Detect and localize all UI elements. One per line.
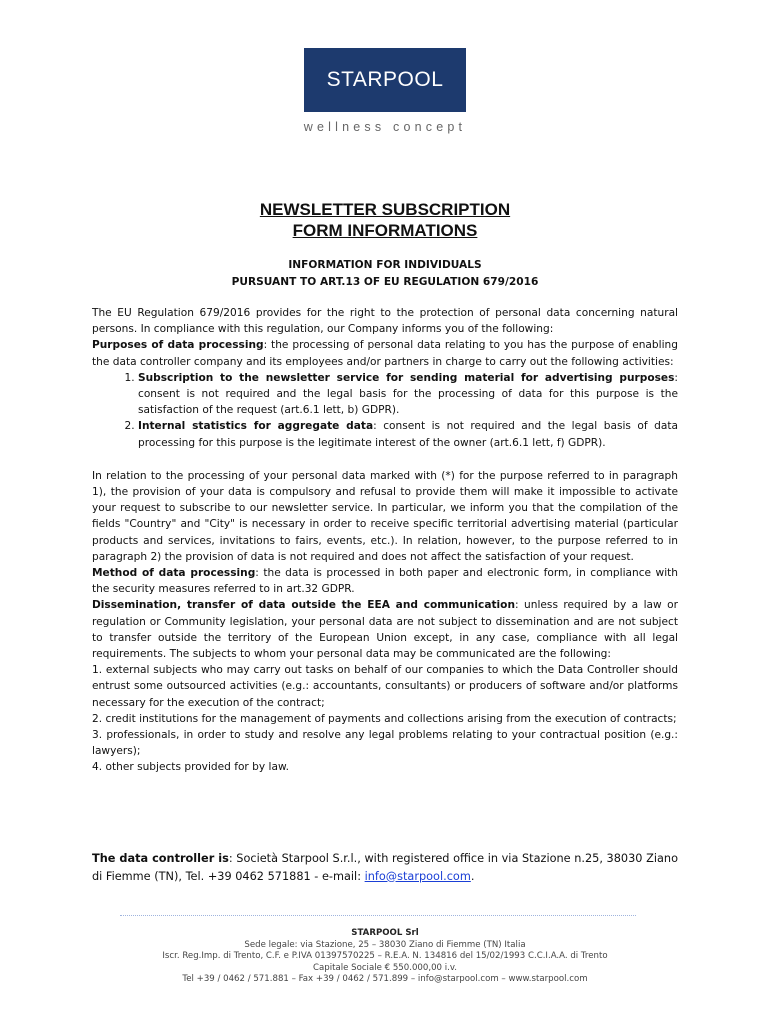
purpose-item-2-text: : consent is not required and the legal basis of data processing for this purpose is the legitimate interest of the owner (art.6.1 lett, f) GDPR).	[138, 420, 679, 449]
footer-line-3: Capitale Sociale € 550.000,00 i.v.	[312, 962, 458, 973]
controller-email-link[interactable]: info@starpool.com	[364, 869, 471, 883]
purposes-list	[92, 370, 678, 451]
document-body	[92, 305, 678, 776]
purposes-label: Purposes of data processing	[92, 339, 264, 352]
dissemination-text: : unless required by a law or regulation or Community legislation, your personal data are not subject to dissemination and are not subject to transfer outside the territory of the European Union except, in any case, compliance with all legal requirements. The subjects to whom your personal data may be communicated are the following:	[92, 599, 678, 661]
controller-label: The data controller is	[92, 852, 229, 865]
purpose-item-1-label: Subscription to the newsletter service for sending material for advertising purposes	[138, 371, 675, 384]
purpose-item-2-label: Internal statistics for aggregate data	[138, 420, 374, 433]
page-subtitle-line-1: INFORMATION FOR INDIVIDUALS	[288, 259, 482, 271]
controller-end: .	[470, 869, 475, 883]
starpool-logo-box: STARPOOL	[304, 48, 466, 112]
page-subtitle	[0, 257, 770, 291]
list-item: 4. other subjects provided for by law.	[92, 761, 290, 774]
dissemination-label: Dissemination, transfer of data outside the EEA and communication	[92, 599, 516, 612]
controller-text: : Società Starpool S.r.l., with registered office in via Stazione n.25, 38030 Ziano di Fiemme (TN), Tel. +39 0462 571881 - e-mail:	[92, 852, 678, 883]
list-item: 1. external subjects who may carry out tasks on behalf of our companies to which the Data Controller should entrust some outsourced activities (e.g.: accountants, consultants) or producers of software and/or platforms necessary for the execution of the contract;	[92, 664, 678, 709]
footer-company: STARPOOL Srl	[351, 928, 419, 938]
list-item	[138, 418, 678, 450]
spacer	[92, 451, 678, 468]
page-title-line-1: NEWSLETTER SUBSCRIPTION	[259, 200, 511, 219]
method-paragraph	[92, 565, 678, 597]
page-title	[0, 199, 770, 241]
logo-tagline: wellness concept	[303, 120, 467, 134]
intro-paragraph: The EU Regulation 679/2016 provides for the right to the protection of personal data concerning natural persons. In compliance with this regulation, our Company informs you of the following:	[92, 307, 678, 336]
footer-line-1: Sede legale: via Stazione, 25 – 38030 Ziano di Fiemme (TN) Italia	[244, 939, 526, 950]
list-item: 2. credit institutions for the management of payments and collections arising from the execution of contracts;	[92, 712, 677, 725]
list-item: 3. professionals, in order to study and resolve any legal problems relating to your contractual position (e.g.: lawyers);	[92, 729, 678, 758]
footer-line-2: Iscr. Reg.Imp. di Trento, C.F. e P.IVA 01397570225 – R.E.A. N. 134816 del 15/02/1993 C.C.I.A.A. di Trento	[162, 951, 608, 962]
purposes-text: : the processing of personal data relating to you has the purpose of enabling the data controller company and its employees and/or partners in charge to carry out the following activities:	[92, 339, 678, 368]
method-text: : the data is processed in both paper and electronic form, in compliance with the security measures referred to in art.32 GDPR.	[92, 567, 679, 596]
logo	[0, 48, 770, 112]
footer-divider	[120, 915, 636, 916]
dissemination-paragraph	[92, 597, 678, 662]
data-controller-paragraph	[92, 850, 678, 885]
page-subtitle-line-2: PURSUANT TO ART.13 OF EU REGULATION 679/2016	[231, 276, 539, 288]
list-item	[138, 370, 678, 419]
footer-line-4: Tel +39 / 0462 / 571.881 – Fax +39 / 0462 / 571.899 – info@starpool.com – www.starpool.com	[182, 974, 588, 985]
footer	[0, 928, 770, 986]
method-label: Method of data processing	[92, 567, 256, 580]
relation-paragraph: In relation to the processing of your personal data marked with (*) for the purpose referred to in paragraph 1), the provision of your data is compulsory and refusal to provide them will make it impossible to activate your request to subscribe to our newsletter service. In particular, we inform you that the compilation of the fields "Country" and "City" is necessary in order to receive specific territorial advertising material (particular products and services, invitations to fairs, events, etc.). In relation, however, to the purpose referred to in paragraph 2) the provision of data is not required and does not affect the satisfaction of your request.	[92, 469, 678, 563]
purposes-paragraph	[92, 337, 678, 369]
page-title-line-2: FORM INFORMATIONS	[292, 221, 478, 240]
purpose-item-1-text: : consent is not required and the legal basis for the processing of data for this purpose is the satisfaction of the request (art.6.1 lett, b) GDPR).	[138, 371, 678, 417]
